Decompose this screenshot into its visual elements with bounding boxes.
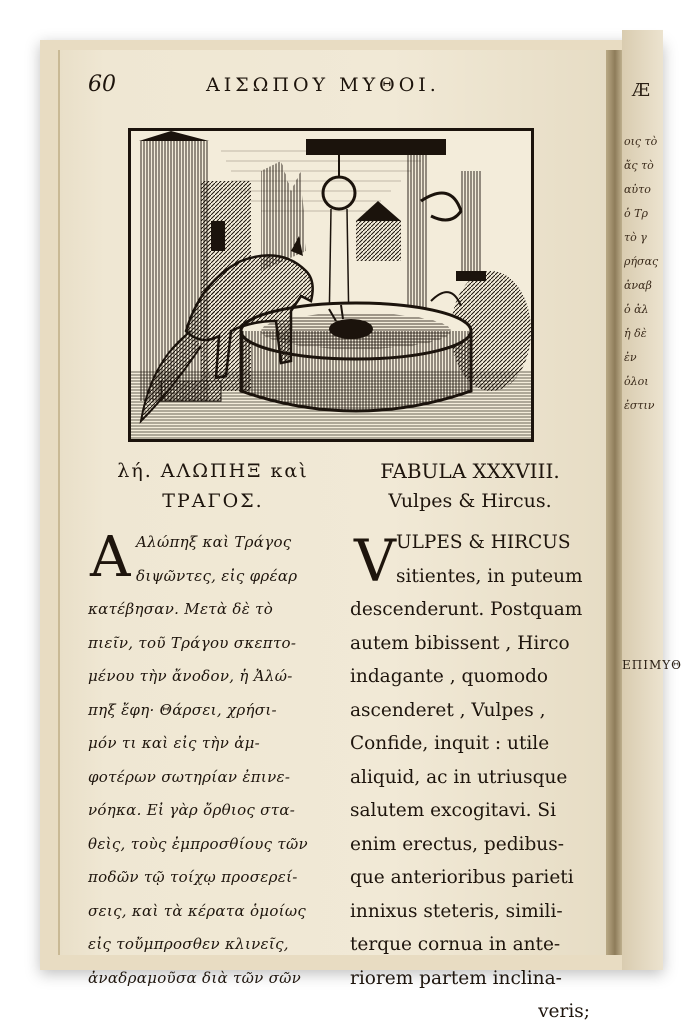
latin-line: indagante , quomodo	[350, 666, 549, 687]
greek-line: πηξ ἔφη· Θάρσει, χρήσι-	[88, 700, 277, 719]
greek-line: διψῶντες, εἰς φρέαρ	[136, 566, 298, 585]
latin-line: autem bibissent , Hirco	[350, 632, 570, 654]
latin-line: Confide, inquit : utile	[350, 733, 550, 754]
facing-page-epimythium: ΕΠΙΜΥΘ	[622, 658, 682, 672]
latin-line: enim erectus, pedibus-	[350, 833, 564, 855]
woodcut-illustration	[128, 128, 534, 442]
latin-line: ascenderet , Vulpes ,	[350, 699, 546, 721]
greek-line: θεὶς, τοὺς ἐμπροσθίους τῶν	[88, 834, 308, 853]
latin-line: veris;	[538, 1001, 590, 1022]
running-head: ΑΙΣΩΠΟΥ ΜΥΘΟΙ.	[206, 74, 440, 96]
page-header	[88, 72, 588, 102]
greek-line: εἰς τοὔμπροσθεν κλινεῖς,	[88, 935, 289, 953]
facing-page-head: Æ	[632, 80, 651, 101]
page-number: 60	[88, 72, 116, 97]
latin-line: terque cornua in ante-	[350, 934, 561, 955]
latin-line: aliquid, ac in utriusque	[350, 766, 568, 788]
latin-drop-cap: V	[354, 527, 396, 595]
latin-line: sitientes, in puteum	[396, 565, 583, 587]
latin-line: ULPES & HIRCUS	[396, 532, 571, 553]
greek-line: μένου τὴν ἄνοδον, ἡ Ἀλώ-	[88, 667, 293, 685]
greek-line: ποδῶν τῷ τοίχῳ προσερεί-	[88, 868, 298, 886]
greek-column	[88, 456, 338, 995]
greek-line: κατέβησαν. Μετὰ δὲ τὸ	[88, 600, 274, 618]
greek-line: νόηκα. Εἰ γὰρ ὄρθιος στα-	[88, 801, 296, 819]
greek-line: μόν τι καὶ εἰς τὴν ἀμ-	[88, 734, 261, 752]
facing-page	[622, 30, 682, 970]
fox-and-goat-at-well-image	[131, 131, 531, 439]
latin-fable-title: FABULA XXXVIII.	[380, 459, 560, 483]
latin-line: descenderunt. Postquam	[350, 599, 583, 620]
latin-column	[350, 456, 590, 1029]
latin-line: riorem partem inclina-	[350, 967, 562, 989]
latin-fable-text	[350, 526, 590, 1029]
latin-fable-subtitle: Vulpes & Hircus.	[388, 490, 552, 512]
facing-page-text-fragments: οις τὸ ἄς τὸ αὐτο ὁ Τρ τὸ γ ρήσας ἀναβ ὁ ἀλ ἡ δὲ ἐν ὁλοι ἐστιν	[624, 135, 659, 412]
greek-line: ἀναδραμοῦσα διὰ τῶν σῶν	[88, 968, 302, 987]
latin-line: salutem excogitavi. Si	[350, 800, 556, 821]
latin-line: que anterioribus parieti	[350, 867, 574, 888]
greek-fable-title	[88, 456, 338, 516]
greek-title-line-1: λή. ΑΛΩΠΗΞ καὶ	[117, 460, 309, 482]
greek-fable-text	[88, 526, 338, 995]
greek-line: Αλώπηξ καὶ Τράγος	[136, 533, 292, 551]
greek-drop-cap: Α	[90, 525, 131, 590]
latin-line: innixus steteris, simili-	[350, 900, 563, 922]
greek-line: πιεῖν, τοῦ Τράγου σκεπτο-	[88, 633, 297, 652]
greek-line: φοτέρων σωτηρίαν ἐπινε-	[88, 767, 291, 786]
greek-title-line-2: ΤΡΑΓΟΣ.	[162, 490, 264, 512]
greek-line: σεις, καὶ τὰ κέρατα ὁμοίως	[88, 901, 307, 920]
